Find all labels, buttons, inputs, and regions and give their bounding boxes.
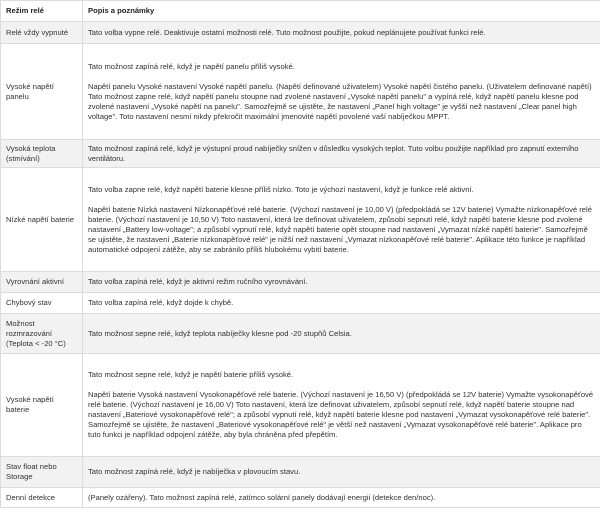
- table-row: [1, 44, 600, 140]
- description-paragraph: Tato volba vypne relé. Deaktivuje ostatní možnosti relé. Tuto možnost použijte, pokud neplánujete používat funkci relé.: [88, 27, 486, 37]
- relay-mode-name: Možnost rozmrazování (Teplota < -20 °C): [1, 314, 83, 354]
- description-paragraph: (Panely ozářeny). Tato možnost zapíná relé, zatímco solární panely dodávají energii (detekce den/noc).: [88, 492, 436, 502]
- description-paragraph: Tato možnost sepne relé, když teplota nabíječky klesne pod -20 stupňů Celsia.: [88, 328, 352, 338]
- relay-mode-description: [83, 22, 600, 44]
- relay-mode-name: Stav float nebo Storage: [1, 457, 83, 488]
- table-row: [1, 354, 600, 457]
- relay-mode-description: [83, 314, 600, 354]
- relay-mode-description: [83, 44, 600, 140]
- description-paragraph: Tato volba zapíná relé, když dojde k chybě.: [88, 298, 234, 307]
- relay-mode-name: Vyrovnání aktivní: [1, 272, 83, 293]
- description-paragraph: Tato možnost zapíná relé, když je napětí panelu příliš vysoké.: [88, 61, 295, 71]
- table-row: [1, 140, 600, 168]
- relay-mode-name: Vysoké napětí panelu: [1, 44, 83, 140]
- relay-mode-description: [83, 488, 600, 508]
- column-header-description: Popis a poznámky: [83, 1, 600, 22]
- table-row: [1, 22, 600, 44]
- table-row: [1, 168, 600, 272]
- relay-mode-name: Chybový stav: [1, 293, 83, 314]
- relay-mode-description: [83, 140, 600, 168]
- description-paragraph: Tato volba zapíná relé, když je aktivní režim ručního vyrovnávání.: [88, 277, 308, 286]
- relay-mode-name: Denní detekce: [1, 488, 83, 508]
- description-paragraph: Tato možnost sepne relé, když je napětí baterie příliš vysoké.: [88, 370, 294, 379]
- table-row: [1, 488, 600, 508]
- description-paragraph: Napětí panelu Vysoké nastavení Vysoké napětí panelu. (Napětí definované uživatelem) Vysoké napětí čistého panelu. (Uživatelem definované napětí) Tato možnost zapne relé, když napětí panelu stoupne nad zvolené nastavení „Vysoké napětí panelu" a vypíná relé, když napětí panelu klesne pod zvolené nastavení „Vysoké napětí na panelu". Samozřejmě se ujistěte, že nastavení „Panel high voltage" je vyšší než nastavení „Clear panel high voltage". Toto nastavení nesmí nikdy překročit maximální jmenovité napětí povolené vaší nabíječkou MPPT.: [88, 81, 592, 121]
- description-paragraph: Napětí baterie Nízká nastavení Nízkonapěťové relé baterie. (Výchozí nastavení je 10,00 V) (předpokládá se 12V baterie) Vymažte nízkonapěťové relé baterie. (Výchozí nastavení je 10,50 V) Toto nastavení, která lze definovat uživatelem, způsobí sepnutí relé, když napětí baterie klesne pod zvolené nastavení „Battery low-voltage"; a způsobí vypnutí relé, když napětí baterie opět stoupne nad nastavení „Vymazat nízké napětí baterie". Samozřejmě se ujistěte, že nastavení „Baterie nízkonapěťové relé" je nižší než nastavení „Vymazat nízkonapěťové relé baterie". Aplikace této funkce je například automatické odpojení zátěže, aby se zabránilo příliš hlubokému vybití baterie.: [88, 204, 592, 254]
- description-paragraph: Tato volba zapne relé, když napětí baterie klesne příliš nízko. Toto je výchozí nastavení, když je funkce relé aktivní.: [88, 184, 474, 194]
- relay-mode-name: Vysoké napětí baterie: [1, 354, 83, 457]
- table-row: [1, 314, 600, 354]
- column-header-mode: Režim relé: [1, 1, 83, 22]
- relay-mode-description: [83, 457, 600, 488]
- relay-mode-name: Relé vždy vypnuté: [1, 22, 83, 44]
- relay-mode-description: [83, 354, 600, 457]
- relay-mode-description: [83, 168, 600, 272]
- relay-mode-name: Nízké napětí baterie: [1, 168, 83, 272]
- relay-mode-name: Vysoká teplota (stmívání): [1, 140, 83, 168]
- table-row: [1, 272, 600, 293]
- table-row: [1, 293, 600, 314]
- relay-mode-description: [83, 272, 600, 293]
- table-header-row: [1, 1, 600, 22]
- table-row: [1, 457, 600, 488]
- relay-mode-description: [83, 293, 600, 314]
- description-paragraph: Tato možnost zapíná relé, když je výstupní proud nabíječky snížen v důsledku vysokých teplot. Tuto volbu použijte například pro zapnutí externího ventilátoru.: [88, 143, 579, 163]
- description-paragraph: Napětí baterie Vysoká nastavení Vysokonapěťové relé baterie. (Výchozí nastavení je 16,50 V) (předpokládá se 12V baterie) Vymažte vysokonapěťové relé baterie. (Výchozí nastavení je 16,00 V) Toto nastavení, která lze definovat uživatelem, způsobí sepnutí relé, když napětí baterie stoupne nad nastavení „Bateriové vysokonapěťové relé"; a způsobí vypnutí relé, když napětí baterie klesne pod nastavení „Vymazat vysokonapěťové relé baterie". Samozřejmě se ujistěte, že nastavení „Bateriové vysokonapěťové relé" je větší než nastavení „Vymazat vysokonapěťové relé baterie". Aplikace pro tuto funkci je například odpojení zátěže, aby byla chráněna před přepětím.: [88, 390, 594, 439]
- description-paragraph: Tato možnost zapíná relé, když je nabíječka v plovoucím stavu.: [88, 467, 301, 476]
